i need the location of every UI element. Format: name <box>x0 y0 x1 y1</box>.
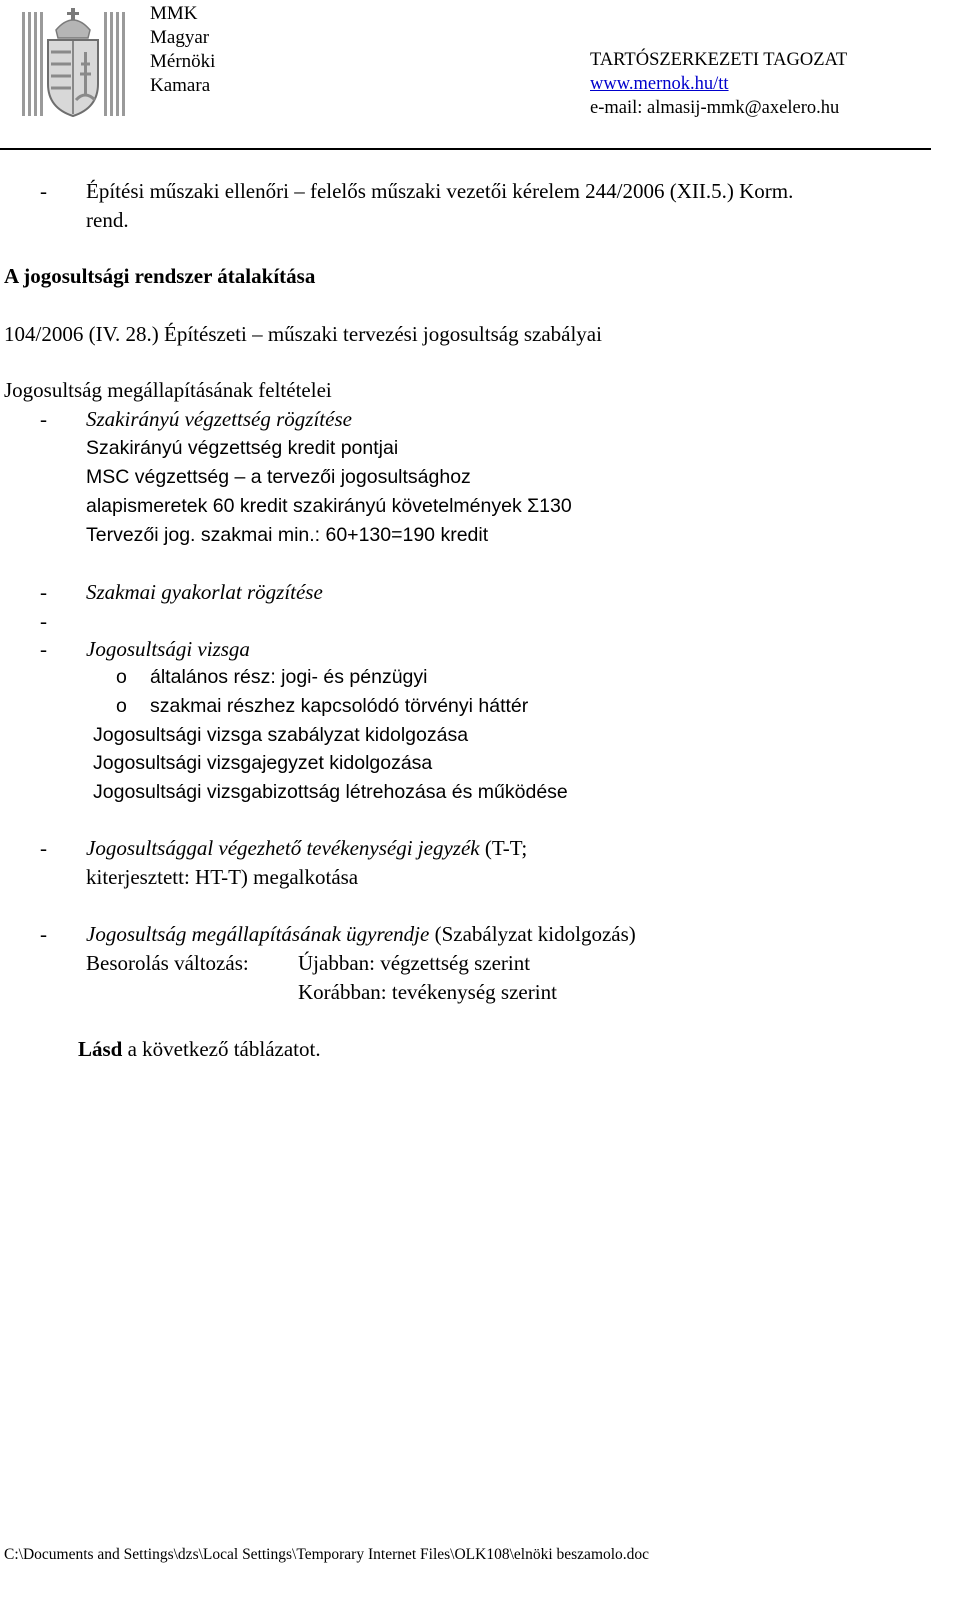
item1-line-3: alapismeretek 60 kredit szakirányú követelmények Σ130 <box>86 495 572 517</box>
permit-request-line: Építési műszaki ellenőri – felelős műszaki vezetői kérelem 244/2006 (XII.5.) Korm. <box>86 179 794 203</box>
item1-line-1: Szakirányú végzettség kredit pontjai <box>86 437 399 459</box>
website-link[interactable]: www.mernok.hu/tt <box>590 74 729 94</box>
exam-line-2: Jogosultsági vizsgajegyzet kidolgozása <box>93 752 433 774</box>
item4-dash: - <box>40 637 47 661</box>
item2-label: Szakmai gyakorlat rögzítése <box>86 580 323 604</box>
classification-old: Korábban: tevékenység szerint <box>298 980 557 1004</box>
item1-line-2: MSC végzettség – a tervezői jogosultsághoz <box>86 466 471 488</box>
exam-line-1: Jogosultsági vizsga szabályzat kidolgozása <box>93 724 469 746</box>
item4-label: Jogosultsági vizsga <box>86 637 250 661</box>
item6-label: Jogosultság megállapításának ügyrendje <box>86 922 430 946</box>
item5-rest: (T-T; <box>479 836 528 860</box>
department-name: TARTÓSZERKEZETI TAGOZAT <box>590 50 848 70</box>
org-line-2: Magyar <box>150 27 210 48</box>
line1-dash: - <box>40 179 47 203</box>
sub-bullet-2-marker: o <box>116 695 127 717</box>
item5-cont: kiterjesztett: HT-T) megalkotása <box>86 865 359 889</box>
org-line-1: MMK <box>150 3 198 24</box>
section-title: A jogosultsági rendszer átalakítása <box>4 264 316 288</box>
footer-file-path: C:\Documents and Settings\dzs\Local Settings\Temporary Internet Files\OLK108\elnöki beszamolo.doc <box>4 1546 650 1563</box>
org-line-4: Kamara <box>150 75 211 96</box>
org-line-3: Mérnöki <box>150 51 216 72</box>
item3-dash: - <box>40 609 47 633</box>
email-address: e-mail: almasij-mmk@axelero.hu <box>590 98 840 118</box>
item1-line-4: Tervezői jog. szakmai min.: 60+130=190 kredit <box>86 524 489 546</box>
item6-dash: - <box>40 922 47 946</box>
coat-of-arms-icon <box>18 4 128 122</box>
item5-label: Jogosultsággal végezhető tevékenységi jegyzék <box>86 836 480 860</box>
sub-bullet-1: általános rész: jogi- és pénzügyi <box>150 666 428 688</box>
conditions-title: Jogosultság megállapításának feltételei <box>4 378 332 402</box>
exam-line-3: Jogosultsági vizsgabizottság létrehozása és működése <box>93 781 568 803</box>
sub-bullet-2: szakmai részhez kapcsolódó törvényi háttér <box>150 695 529 717</box>
permit-request-line-cont: rend. <box>86 208 129 232</box>
item6-rest: (Szabályzat kidolgozás) <box>429 922 636 946</box>
see-bold: Lásd <box>78 1037 123 1061</box>
sub-bullet-1-marker: o <box>116 666 127 688</box>
classification-label: Besorolás változás: <box>86 951 249 975</box>
see-table-line <box>78 1037 321 1062</box>
item5-line <box>86 836 527 861</box>
classification-new: Újabban: végzettség szerint <box>298 951 531 975</box>
item1-label: Szakirányú végzettség rögzítése <box>86 407 352 431</box>
item6-line <box>86 922 636 947</box>
header-divider <box>0 148 931 150</box>
organization-name <box>150 2 215 98</box>
item2-dash: - <box>40 580 47 604</box>
regulation-line: 104/2006 (IV. 28.) Építészeti – műszaki tervezési jogosultság szabályai <box>4 322 602 346</box>
item1-dash: - <box>40 407 47 431</box>
item5-dash: - <box>40 836 47 860</box>
see-rest: a következő táblázatot. <box>122 1037 321 1061</box>
